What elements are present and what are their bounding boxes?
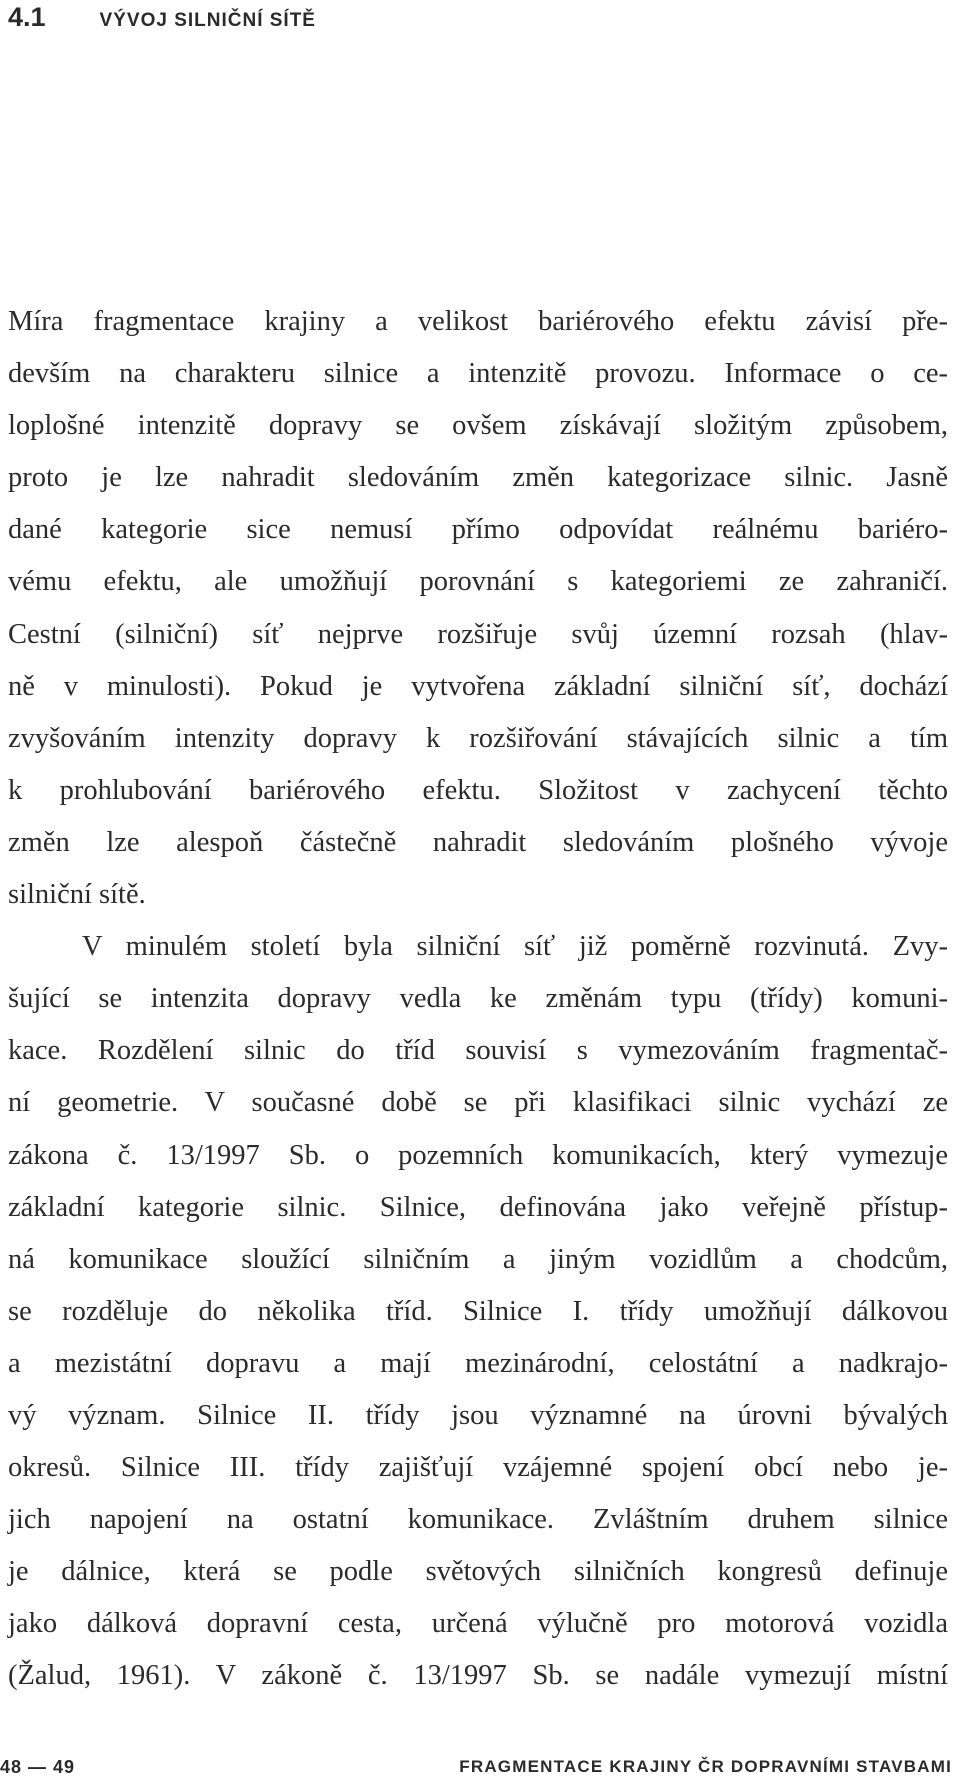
text-line: šující se intenzita dopravy vedla ke změnám typu (třídy) komuni- [8,983,948,1015]
text-line: loplošné intenzitě dopravy se ovšem získávají složitým způsobem, [8,410,948,442]
section-header [8,2,316,42]
page-footer [0,1757,952,1783]
text-line: zákona č. 13/1997 Sb. o pozemních komunikacích, který vymezuje [8,1139,948,1171]
text-line: základní kategorie silnic. Silnice, definována jako veřejně přístup- [8,1191,948,1223]
text-line: se rozděluje do několika tříd. Silnice I. třídy umožňují dálkovou [8,1295,948,1327]
body-text [8,296,948,1703]
text-line: ní geometrie. V současné době se při klasifikaci silnic vychází ze [8,1087,948,1119]
book-title: FRAGMENTACE KRAJINY ČR DOPRAVNÍMI STAVBAMI [459,1757,952,1776]
text-line: devším na charakteru silnice a intenzitě provozu. Informace o ce- [8,358,948,390]
text-line: okresů. Silnice III. třídy zajišťují vzájemné spojení obcí nebo je- [8,1452,948,1484]
text-line: vému efektu, ale umožňují porovnání s kategoriemi ze zahraničí. [8,566,948,598]
text-line: silniční sítě. [8,879,146,911]
page-numbers: 48 — 49 [0,1757,76,1777]
text-line: jako dálková dopravní cesta, určená výlučně pro motorová vozidla [8,1608,948,1640]
section-title: VÝVOJ SILNIČNÍ SÍTĚ [99,10,316,31]
text-line: vý význam. Silnice II. třídy jsou významné na úrovni bývalých [8,1399,948,1431]
text-line: dané kategorie sice nemusí přímo odpovídat reálnému bariéro- [8,514,948,546]
text-line: kace. Rozdělení silnic do tříd souvisí s vymezováním fragmentač- [8,1035,948,1067]
text-line: (Žalud, 1961). V zákoně č. 13/1997 Sb. se nadále vymezují místní [8,1660,948,1692]
text-line: k prohlubování bariérového efektu. Složitost v zachycení těchto [8,774,948,806]
text-line: Míra fragmentace krajiny a velikost bariérového efektu závisí pře- [8,306,948,337]
text-line: a mezistátní dopravu a mají mezinárodní, celostátní a nadkrajo- [8,1347,948,1379]
text-line: ně v minulosti). Pokud je vytvořena základní silniční síť, dochází [8,670,948,702]
text-line: ná komunikace sloužící silničním a jiným vozidlům a chodcům, [8,1243,948,1275]
text-line: V minulém století byla silniční síť již poměrně rozvinutá. Zvy- [82,931,948,963]
text-line: je dálnice, která se podle světových silničních kongresů definuje [8,1556,948,1588]
text-line: zvyšováním intenzity dopravy k rozšiřování stávajících silnic a tím [8,722,948,754]
section-number: 4.1 [8,2,46,32]
text-line: změn lze alespoň částečně nahradit sledováním plošného vývoje [8,826,948,858]
text-line: Cestní (silniční) síť nejprve rozšiřuje svůj územní rozsah (hlav- [8,618,948,650]
text-line: proto je lze nahradit sledováním změn kategorizace silnic. Jasně [8,462,948,494]
text-line: jich napojení na ostatní komunikace. Zvláštním druhem silnice [8,1504,948,1536]
